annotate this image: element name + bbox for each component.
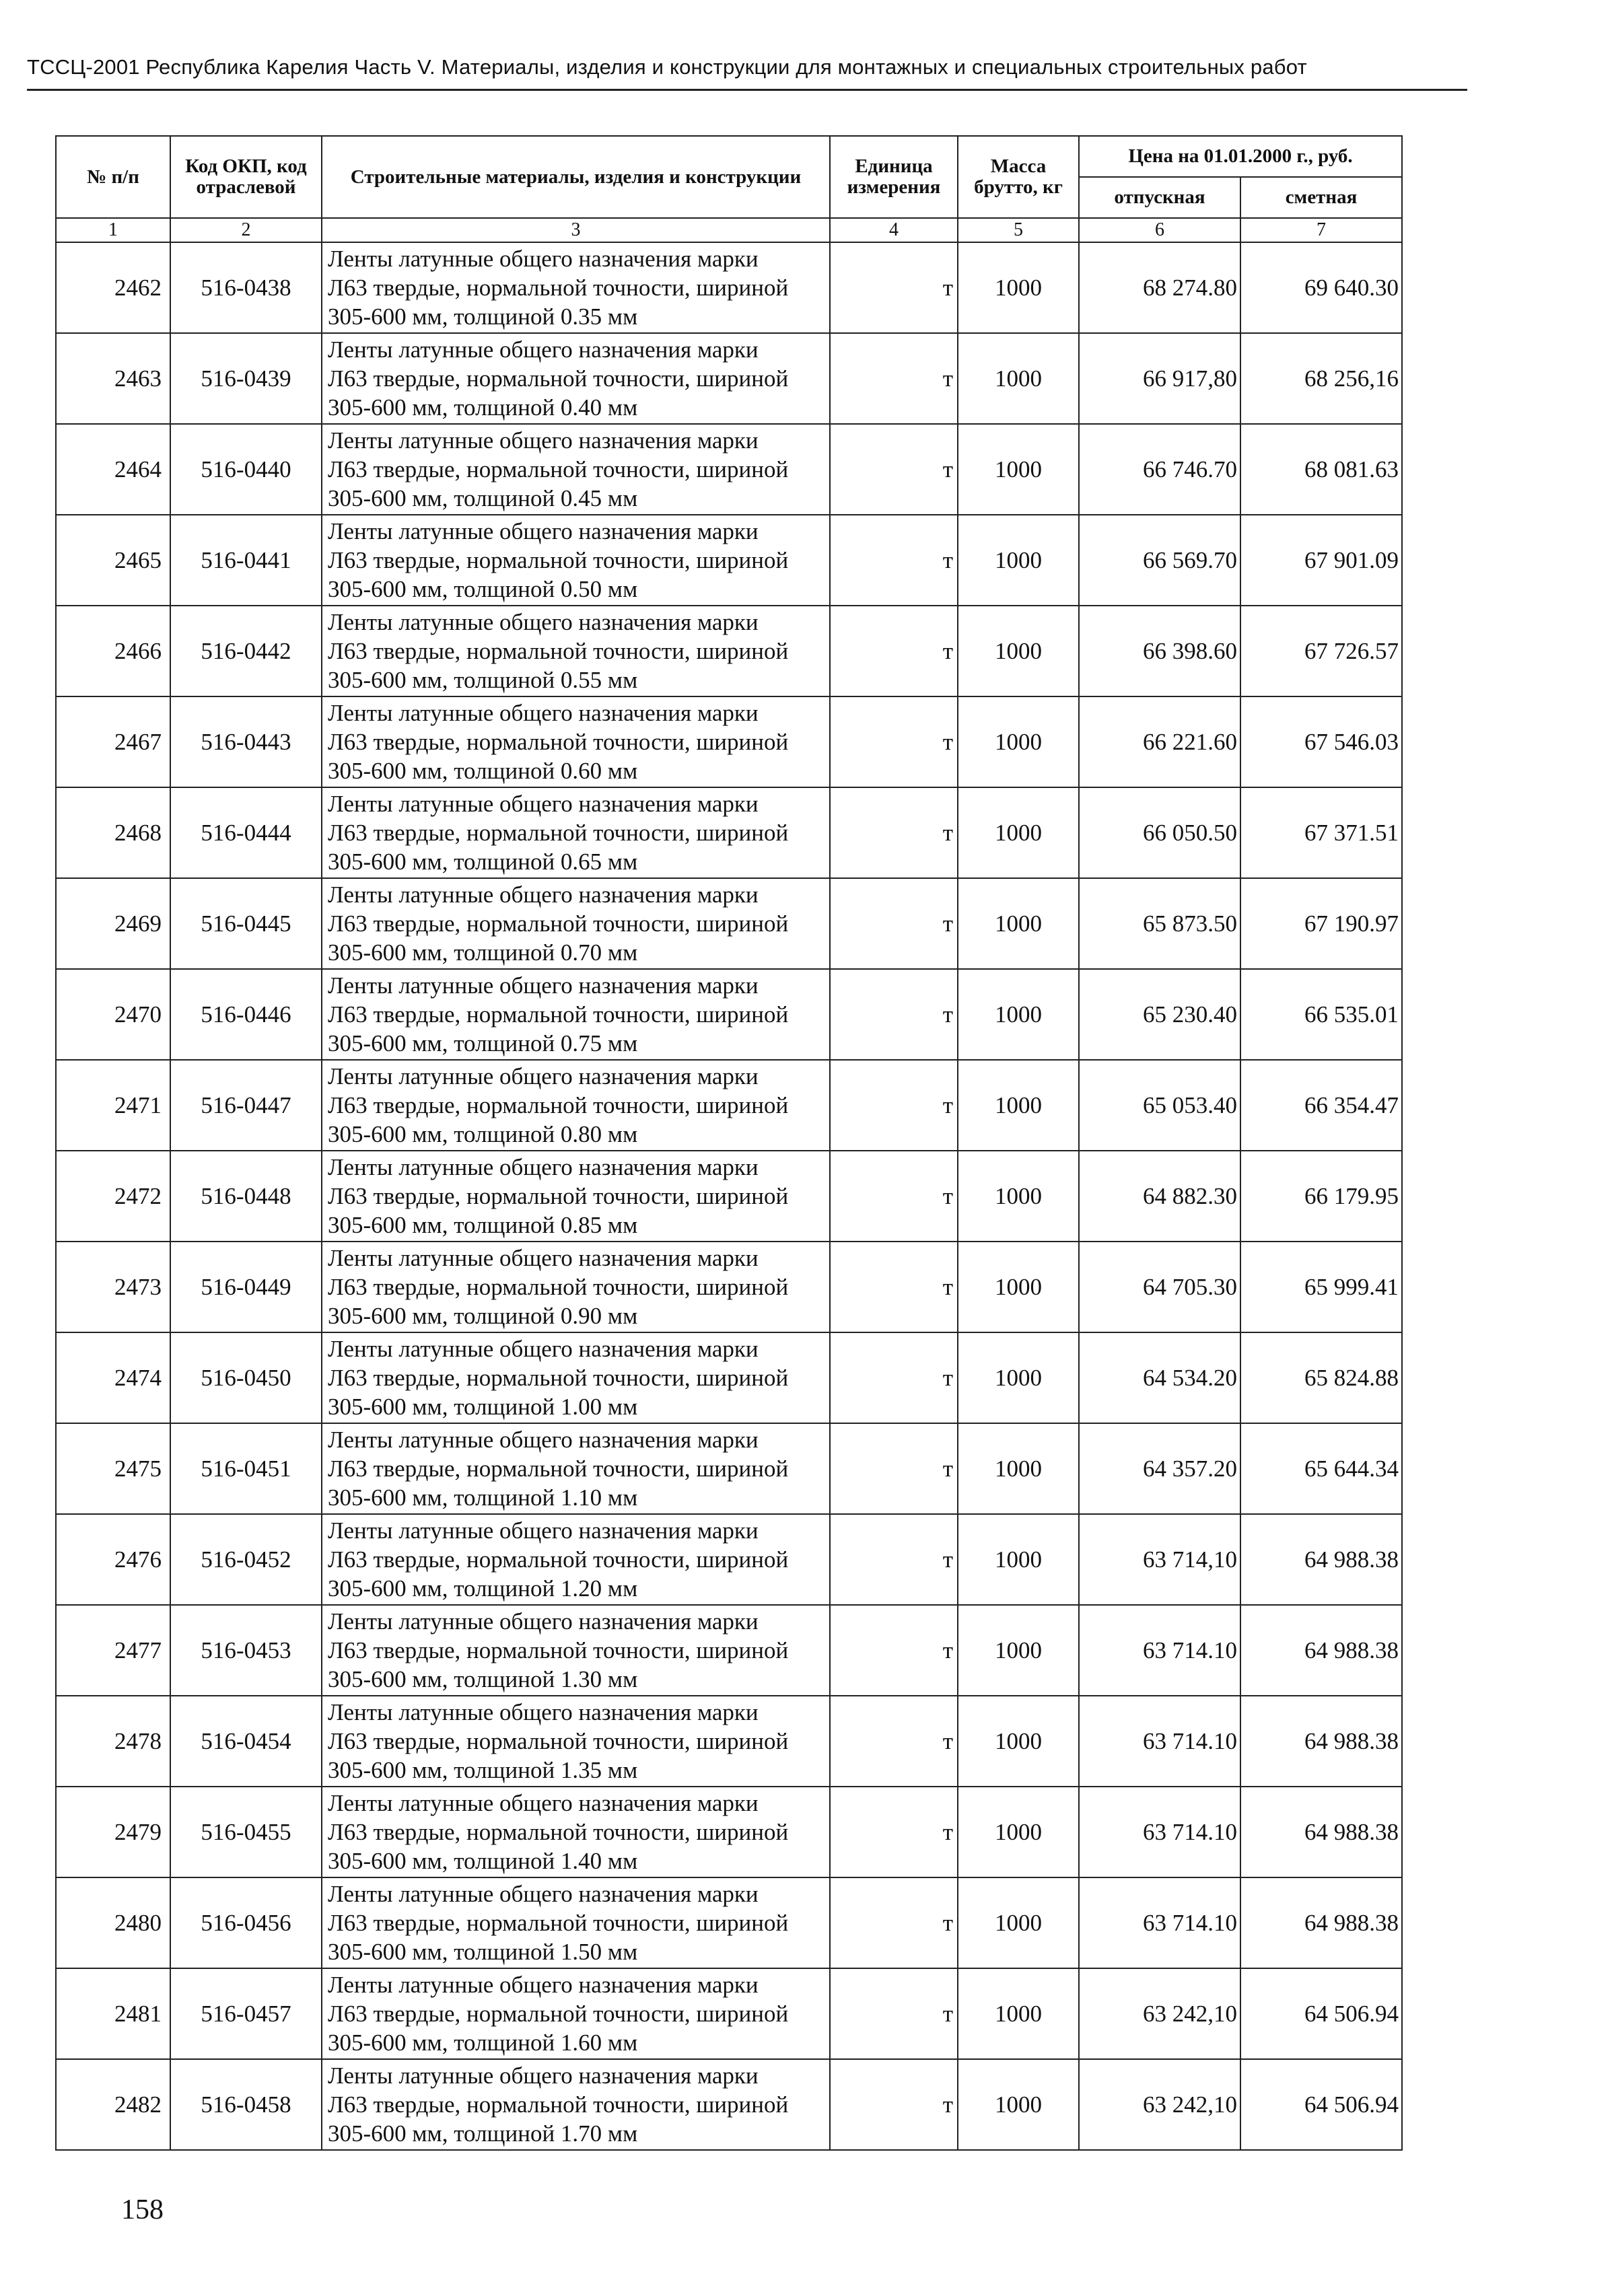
- row-name-line: Л63 твердые, нормальной точности, шириной: [328, 365, 789, 392]
- table-row: [56, 242, 1402, 333]
- row-unit-cell: т: [830, 1787, 958, 1877]
- row-num-cell: 2480: [56, 1877, 170, 1968]
- table-row: [56, 969, 1402, 1060]
- table-row: [56, 1332, 1402, 1423]
- row-num-cell: 2467: [56, 696, 170, 787]
- row-mass-cell: 1000: [958, 1605, 1079, 1696]
- row-name-cell: [322, 1968, 830, 2059]
- row-mass-cell: 1000: [958, 878, 1079, 969]
- page-number: 158: [121, 2194, 164, 2225]
- row-name-line: Л63 твердые, нормальной точности, шириной: [328, 2091, 789, 2118]
- row-unit-cell: т: [830, 1968, 958, 2059]
- row-mass-cell: 1000: [958, 2059, 1079, 2150]
- col-header-num: № п/п: [56, 136, 170, 218]
- table-row: [56, 1151, 1402, 1242]
- row-name-line: 305-600 мм, толщиной 1.35 мм: [328, 1757, 638, 1783]
- row-name-line: 305-600 мм, толщиной 1.60 мм: [328, 2030, 638, 2056]
- row-num-cell: 2463: [56, 333, 170, 424]
- row-name-line: 305-600 мм, толщиной 0.60 мм: [328, 758, 638, 784]
- row-mass-cell: 1000: [958, 1514, 1079, 1605]
- row-code-cell: 516-0453: [170, 1605, 322, 1696]
- row-name-line: Л63 твердые, нормальной точности, шириной: [328, 1274, 789, 1300]
- row-name-line: Ленты латунные общего назначения марки: [328, 1881, 759, 1907]
- row-name-line: Ленты латунные общего назначения марки: [328, 246, 759, 272]
- row-mass-cell: 1000: [958, 1877, 1079, 1968]
- row-num-cell: 2481: [56, 1968, 170, 2059]
- row-name-line: Л63 твердые, нормальной точности, шириной: [328, 820, 789, 846]
- row-name-line: Л63 твердые, нормальной точности, шириной: [328, 638, 789, 664]
- row-mass-cell: 1000: [958, 1423, 1079, 1514]
- row-unit-cell: т: [830, 2059, 958, 2150]
- row-mass-cell: 1000: [958, 1968, 1079, 2059]
- row-name-cell: [322, 242, 830, 333]
- row-name-line: 305-600 мм, толщиной 1.30 мм: [328, 1666, 638, 1692]
- row-mass-cell: 1000: [958, 1696, 1079, 1787]
- row-unit-cell: т: [830, 1060, 958, 1151]
- row-name-line: 305-600 мм, толщиной 1.70 мм: [328, 2120, 638, 2147]
- row-name-line: Ленты латунные общего назначения марки: [328, 1154, 759, 1180]
- row-unit-cell: т: [830, 1151, 958, 1242]
- row-price-release-cell: 65 053.40: [1079, 1060, 1240, 1151]
- row-name-line: 305-600 мм, толщиной 1.10 мм: [328, 1484, 638, 1511]
- row-mass-cell: 1000: [958, 1060, 1079, 1151]
- row-price-release-cell: 66 221.60: [1079, 696, 1240, 787]
- row-name-cell: [322, 333, 830, 424]
- row-name-cell: [322, 969, 830, 1060]
- row-num-cell: 2471: [56, 1060, 170, 1151]
- row-unit-cell: т: [830, 696, 958, 787]
- row-mass-cell: 1000: [958, 696, 1079, 787]
- row-unit-cell: т: [830, 787, 958, 878]
- row-price-estimate-cell: 69 640.30: [1240, 242, 1402, 333]
- row-code-cell: 516-0444: [170, 787, 322, 878]
- row-name-line: Л63 твердые, нормальной точности, шириной: [328, 2001, 789, 2027]
- row-code-cell: 516-0442: [170, 606, 322, 696]
- row-name-line: Ленты латунные общего назначения марки: [328, 427, 759, 454]
- row-name-line: Ленты латунные общего назначения марки: [328, 1336, 759, 1362]
- row-name-line: 305-600 мм, толщиной 0.65 мм: [328, 849, 638, 875]
- row-price-estimate-cell: 64 988.38: [1240, 1877, 1402, 1968]
- row-price-estimate-cell: 67 371.51: [1240, 787, 1402, 878]
- row-num-cell: 2466: [56, 606, 170, 696]
- row-name-line: 305-600 мм, толщиной 1.40 мм: [328, 1848, 638, 1874]
- row-unit-cell: т: [830, 333, 958, 424]
- row-name-cell: [322, 1514, 830, 1605]
- row-num-cell: 2478: [56, 1696, 170, 1787]
- row-unit-cell: т: [830, 1242, 958, 1332]
- row-name-line: Ленты латунные общего назначения марки: [328, 1245, 759, 1271]
- row-name-line: Л63 твердые, нормальной точности, шириной: [328, 1637, 789, 1663]
- row-unit-cell: т: [830, 606, 958, 696]
- table-row: [56, 515, 1402, 606]
- row-price-release-cell: 68 274.80: [1079, 242, 1240, 333]
- column-number: 4: [830, 218, 958, 242]
- table-row: [56, 1877, 1402, 1968]
- row-price-estimate-cell: 65 999.41: [1240, 1242, 1402, 1332]
- row-name-line: Ленты латунные общего назначения марки: [328, 882, 759, 908]
- row-num-cell: 2475: [56, 1423, 170, 1514]
- row-price-release-cell: 65 230.40: [1079, 969, 1240, 1060]
- row-code-cell: 516-0439: [170, 333, 322, 424]
- row-name-line: Ленты латунные общего назначения марки: [328, 1608, 759, 1635]
- row-name-cell: [322, 1242, 830, 1332]
- row-name-line: Л63 твердые, нормальной точности, шириной: [328, 1819, 789, 1845]
- col-header-price-release: отпускная: [1079, 177, 1240, 218]
- row-name-line: Л63 твердые, нормальной точности, шириной: [328, 1001, 789, 1028]
- row-name-line: Л63 твердые, нормальной точности, шириной: [328, 1092, 789, 1118]
- row-name-line: 305-600 мм, толщиной 1.00 мм: [328, 1394, 638, 1420]
- column-number: 5: [958, 218, 1079, 242]
- row-name-line: Л63 твердые, нормальной точности, шириной: [328, 275, 789, 301]
- row-name-cell: [322, 1060, 830, 1151]
- row-mass-cell: 1000: [958, 333, 1079, 424]
- row-code-cell: 516-0455: [170, 1787, 322, 1877]
- row-name-cell: [322, 696, 830, 787]
- row-price-estimate-cell: 66 535.01: [1240, 969, 1402, 1060]
- row-code-cell: 516-0448: [170, 1151, 322, 1242]
- table-row: [56, 1514, 1402, 1605]
- row-price-release-cell: 64 705.30: [1079, 1242, 1240, 1332]
- row-unit-cell: т: [830, 1332, 958, 1423]
- row-price-release-cell: 64 357.20: [1079, 1423, 1240, 1514]
- row-price-estimate-cell: 64 988.38: [1240, 1514, 1402, 1605]
- column-number: 6: [1079, 218, 1240, 242]
- row-unit-cell: т: [830, 1696, 958, 1787]
- row-price-release-cell: 66 569.70: [1079, 515, 1240, 606]
- row-name-line: 305-600 мм, толщиной 1.20 мм: [328, 1575, 638, 1602]
- row-price-release-cell: 64 534.20: [1079, 1332, 1240, 1423]
- row-num-cell: 2465: [56, 515, 170, 606]
- row-name-line: Л63 твердые, нормальной точности, шириной: [328, 1728, 789, 1754]
- row-name-cell: [322, 1787, 830, 1877]
- col-header-mass: Масса брутто, кг: [958, 136, 1079, 218]
- row-price-release-cell: 63 714.10: [1079, 1696, 1240, 1787]
- row-price-estimate-cell: 64 988.38: [1240, 1696, 1402, 1787]
- column-number: 2: [170, 218, 322, 242]
- row-mass-cell: 1000: [958, 1151, 1079, 1242]
- row-mass-cell: 1000: [958, 515, 1079, 606]
- row-price-estimate-cell: 67 901.09: [1240, 515, 1402, 606]
- row-name-line: Л63 твердые, нормальной точности, шириной: [328, 547, 789, 573]
- row-name-line: Ленты латунные общего назначения марки: [328, 1063, 759, 1089]
- row-name-line: 305-600 мм, толщиной 0.45 мм: [328, 485, 638, 511]
- row-price-estimate-cell: 64 988.38: [1240, 1605, 1402, 1696]
- row-name-cell: [322, 424, 830, 515]
- row-name-line: Ленты латунные общего назначения марки: [328, 1427, 759, 1453]
- row-price-release-cell: 66 398.60: [1079, 606, 1240, 696]
- row-name-line: Л63 твердые, нормальной точности, шириной: [328, 1365, 789, 1391]
- row-mass-cell: 1000: [958, 424, 1079, 515]
- row-code-cell: 516-0443: [170, 696, 322, 787]
- row-mass-cell: 1000: [958, 242, 1079, 333]
- row-price-release-cell: 63 714,10: [1079, 1514, 1240, 1605]
- row-unit-cell: т: [830, 1514, 958, 1605]
- row-name-line: Ленты латунные общего назначения марки: [328, 791, 759, 817]
- row-mass-cell: 1000: [958, 787, 1079, 878]
- row-name-cell: [322, 1151, 830, 1242]
- row-name-line: 305-600 мм, толщиной 0.90 мм: [328, 1303, 638, 1329]
- row-num-cell: 2482: [56, 2059, 170, 2150]
- row-num-cell: 2479: [56, 1787, 170, 1877]
- row-unit-cell: т: [830, 1423, 958, 1514]
- row-name-line: Л63 твердые, нормальной точности, шириной: [328, 1456, 789, 1482]
- table-row: [56, 1423, 1402, 1514]
- row-name-line: 305-600 мм, толщиной 0.50 мм: [328, 576, 638, 602]
- row-name-line: Л63 твердые, нормальной точности, шириной: [328, 729, 789, 755]
- table-body: [56, 242, 1402, 2150]
- row-name-cell: [322, 1332, 830, 1423]
- row-num-cell: 2472: [56, 1151, 170, 1242]
- row-name-line: Ленты латунные общего назначения марки: [328, 1972, 759, 1998]
- row-code-cell: 516-0445: [170, 878, 322, 969]
- column-number: 3: [322, 218, 830, 242]
- row-name-line: Л63 твердые, нормальной точности, шириной: [328, 456, 789, 482]
- row-price-estimate-cell: 67 190.97: [1240, 878, 1402, 969]
- table-row: [56, 1787, 1402, 1877]
- row-mass-cell: 1000: [958, 1332, 1079, 1423]
- row-mass-cell: 1000: [958, 1787, 1079, 1877]
- row-price-estimate-cell: 64 506.94: [1240, 1968, 1402, 2059]
- col-header-price-estimate: сметная: [1240, 177, 1402, 218]
- row-num-cell: 2474: [56, 1332, 170, 1423]
- row-price-release-cell: 65 873.50: [1079, 878, 1240, 969]
- row-price-release-cell: 66 746.70: [1079, 424, 1240, 515]
- row-name-line: 305-600 мм, толщиной 0.85 мм: [328, 1212, 638, 1238]
- row-mass-cell: 1000: [958, 606, 1079, 696]
- row-name-cell: [322, 1696, 830, 1787]
- row-price-estimate-cell: 68 081.63: [1240, 424, 1402, 515]
- row-name-cell: [322, 1605, 830, 1696]
- table-row: [56, 1605, 1402, 1696]
- row-name-line: Ленты латунные общего назначения марки: [328, 972, 759, 999]
- row-name-cell: [322, 1423, 830, 1514]
- row-name-line: 305-600 мм, толщиной 0.70 мм: [328, 939, 638, 966]
- col-header-unit: Единица измерения: [830, 136, 958, 218]
- table-row: [56, 2059, 1402, 2150]
- row-mass-cell: 1000: [958, 969, 1079, 1060]
- row-num-cell: 2462: [56, 242, 170, 333]
- table-row: [56, 333, 1402, 424]
- table-row: [56, 878, 1402, 969]
- row-price-release-cell: 63 242,10: [1079, 2059, 1240, 2150]
- row-price-release-cell: 64 882.30: [1079, 1151, 1240, 1242]
- row-price-estimate-cell: 64 506.94: [1240, 2059, 1402, 2150]
- row-name-line: 305-600 мм, толщиной 0.40 мм: [328, 394, 638, 421]
- row-name-line: Ленты латунные общего назначения марки: [328, 2062, 759, 2089]
- price-table: [55, 135, 1403, 2151]
- row-name-line: 305-600 мм, толщиной 0.55 мм: [328, 667, 638, 693]
- row-num-cell: 2464: [56, 424, 170, 515]
- row-price-estimate-cell: 65 644.34: [1240, 1423, 1402, 1514]
- row-unit-cell: т: [830, 1605, 958, 1696]
- row-price-estimate-cell: 65 824.88: [1240, 1332, 1402, 1423]
- row-name-cell: [322, 2059, 830, 2150]
- row-code-cell: 516-0456: [170, 1877, 322, 1968]
- row-num-cell: 2469: [56, 878, 170, 969]
- row-name-line: Л63 твердые, нормальной точности, шириной: [328, 1546, 789, 1573]
- row-price-release-cell: 63 714.10: [1079, 1877, 1240, 1968]
- row-price-estimate-cell: 64 988.38: [1240, 1787, 1402, 1877]
- row-code-cell: 516-0458: [170, 2059, 322, 2150]
- row-unit-cell: т: [830, 515, 958, 606]
- row-code-cell: 516-0457: [170, 1968, 322, 2059]
- row-name-line: Ленты латунные общего назначения марки: [328, 700, 759, 726]
- row-unit-cell: т: [830, 242, 958, 333]
- column-number-row: [56, 218, 1402, 242]
- row-num-cell: 2477: [56, 1605, 170, 1696]
- row-price-estimate-cell: 66 354.47: [1240, 1060, 1402, 1151]
- page-header: ТССЦ-2001 Республика Карелия Часть V. Материалы, изделия и конструкции для монтажных и специальных строительных работ: [27, 55, 1467, 91]
- row-unit-cell: т: [830, 424, 958, 515]
- row-name-line: Ленты латунные общего назначения марки: [328, 1790, 759, 1816]
- row-price-release-cell: 66 050.50: [1079, 787, 1240, 878]
- table-row: [56, 1242, 1402, 1332]
- table-row: [56, 696, 1402, 787]
- row-unit-cell: т: [830, 878, 958, 969]
- row-code-cell: 516-0438: [170, 242, 322, 333]
- row-code-cell: 516-0440: [170, 424, 322, 515]
- table-row: [56, 424, 1402, 515]
- row-code-cell: 516-0450: [170, 1332, 322, 1423]
- row-name-line: Ленты латунные общего назначения марки: [328, 609, 759, 635]
- row-num-cell: 2468: [56, 787, 170, 878]
- row-code-cell: 516-0451: [170, 1423, 322, 1514]
- table-row: [56, 787, 1402, 878]
- table-row: [56, 1968, 1402, 2059]
- row-name-line: Ленты латунные общего назначения марки: [328, 518, 759, 544]
- row-price-release-cell: 63 714.10: [1079, 1605, 1240, 1696]
- row-code-cell: 516-0441: [170, 515, 322, 606]
- column-number: 1: [56, 218, 170, 242]
- col-header-code: Код ОКП, код отраслевой: [170, 136, 322, 218]
- col-header-price-group: Цена на 01.01.2000 г., руб.: [1079, 136, 1402, 177]
- row-name-line: 305-600 мм, толщиной 0.80 мм: [328, 1121, 638, 1147]
- row-name-cell: [322, 878, 830, 969]
- row-name-line: Ленты латунные общего назначения марки: [328, 336, 759, 363]
- row-name-line: 305-600 мм, толщиной 0.35 мм: [328, 303, 638, 330]
- row-name-line: 305-600 мм, толщиной 0.75 мм: [328, 1030, 638, 1056]
- row-price-estimate-cell: 67 546.03: [1240, 696, 1402, 787]
- row-code-cell: 516-0449: [170, 1242, 322, 1332]
- row-code-cell: 516-0452: [170, 1514, 322, 1605]
- row-unit-cell: т: [830, 1877, 958, 1968]
- row-num-cell: 2473: [56, 1242, 170, 1332]
- row-name-line: Л63 твердые, нормальной точности, шириной: [328, 1910, 789, 1936]
- col-header-name: Строительные материалы, изделия и конструкции: [322, 136, 830, 218]
- row-num-cell: 2476: [56, 1514, 170, 1605]
- row-name-cell: [322, 787, 830, 878]
- row-name-cell: [322, 1877, 830, 1968]
- column-number: 7: [1240, 218, 1402, 242]
- row-price-estimate-cell: 68 256,16: [1240, 333, 1402, 424]
- table-row: [56, 1696, 1402, 1787]
- row-mass-cell: 1000: [958, 1242, 1079, 1332]
- row-price-release-cell: 63 714.10: [1079, 1787, 1240, 1877]
- row-code-cell: 516-0446: [170, 969, 322, 1060]
- row-name-line: Ленты латунные общего назначения марки: [328, 1699, 759, 1725]
- row-name-line: 305-600 мм, толщиной 1.50 мм: [328, 1939, 638, 1965]
- row-code-cell: 516-0454: [170, 1696, 322, 1787]
- row-name-line: Л63 твердые, нормальной точности, шириной: [328, 910, 789, 937]
- table-row: [56, 606, 1402, 696]
- row-price-estimate-cell: 66 179.95: [1240, 1151, 1402, 1242]
- row-name-line: Ленты латунные общего назначения марки: [328, 1517, 759, 1544]
- row-name-cell: [322, 606, 830, 696]
- row-unit-cell: т: [830, 969, 958, 1060]
- row-name-cell: [322, 515, 830, 606]
- row-price-estimate-cell: 67 726.57: [1240, 606, 1402, 696]
- row-name-line: Л63 твердые, нормальной точности, шириной: [328, 1183, 789, 1209]
- table-row: [56, 1060, 1402, 1151]
- row-code-cell: 516-0447: [170, 1060, 322, 1151]
- row-price-release-cell: 66 917,80: [1079, 333, 1240, 424]
- row-price-release-cell: 63 242,10: [1079, 1968, 1240, 2059]
- row-num-cell: 2470: [56, 969, 170, 1060]
- header-row: [56, 136, 1402, 177]
